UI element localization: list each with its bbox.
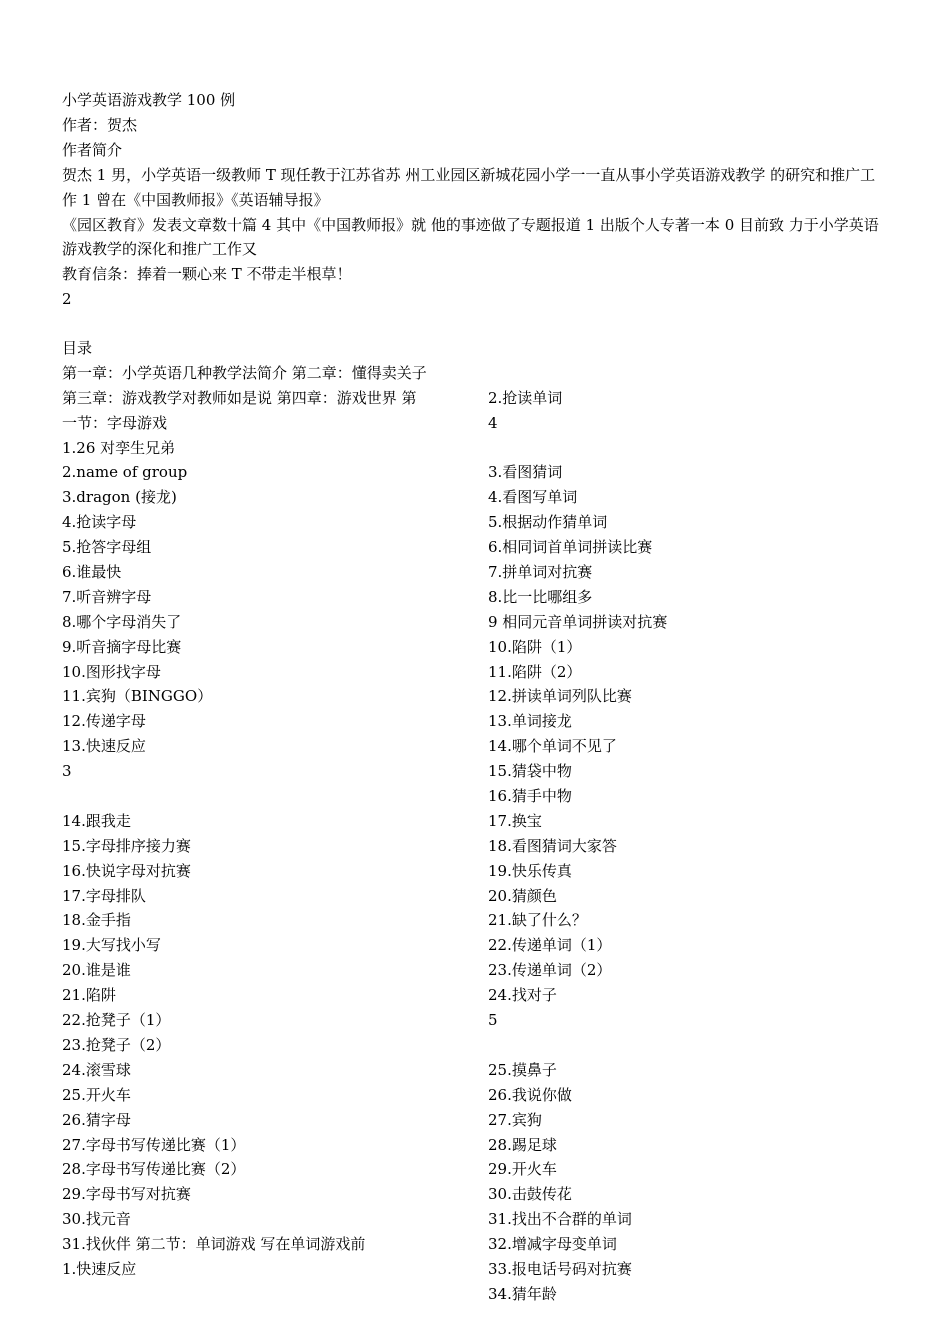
intro-section: [62, 88, 888, 312]
toc-item: 3: [62, 762, 72, 781]
toc-heading: 目录: [62, 339, 93, 357]
toc-item: 2.抢读单词: [488, 388, 563, 407]
toc-item: 16.猜手中物: [488, 787, 572, 806]
toc-item: 17.换宝: [488, 811, 542, 830]
toc-item: 第一章：小学英语几种教学法简介 第二章：懂得卖关子: [62, 363, 427, 382]
toc-item: [62, 784, 472, 809]
toc-item: 22.传递单词（1）: [488, 936, 612, 955]
toc-item: 6.相同词首单词拼读比赛: [488, 538, 653, 557]
toc-item: 7.拼单词对抗赛: [488, 563, 593, 582]
toc-item: 10.陷阱（1）: [488, 637, 582, 656]
toc-item: 24.滚雪球: [62, 1060, 131, 1079]
toc-item: 11.陷阱（2）: [488, 662, 582, 681]
toc-item: 32.增减字母变单词: [488, 1235, 617, 1254]
toc-item: 18.看图猜词大家答: [488, 836, 617, 855]
toc-right-column: [488, 336, 888, 1307]
toc-item: 8.比一比哪组多: [488, 587, 593, 606]
toc-item: 18.金手指: [62, 911, 131, 930]
toc-item: 28.踢足球: [488, 1135, 557, 1154]
toc-item: 5: [488, 1011, 498, 1030]
toc-item: 29.开火车: [488, 1160, 557, 1179]
toc-left-column: [62, 336, 472, 1282]
toc-item: 30.找元音: [62, 1210, 131, 1229]
bio-paragraph-1: 贺杰 1 男，小学英语一级教师 T 现任教于江苏省苏 州工业园区新城花园小学一一直从事小学英语游戏教学 的研究和推广工作 1 曾在《中国教师报》《英语辅导报》: [62, 165, 876, 209]
document-title: 小学英语游戏教学 100 例: [62, 91, 236, 109]
toc-item: 一节：字母游戏: [62, 413, 168, 432]
toc-item: 12.传递字母: [62, 712, 146, 731]
toc-item: 12.拼读单词列队比赛: [488, 687, 632, 706]
toc-item: 24.找对子: [488, 986, 557, 1005]
toc-item: 21.陷阱: [62, 986, 116, 1005]
toc-right-spacer: [488, 336, 888, 361]
toc-item: 15.字母排序接力赛: [62, 836, 191, 855]
toc-item: 1.快速反应: [62, 1259, 137, 1278]
toc-item: 5.根据动作猜单词: [488, 513, 608, 532]
toc-item: 20.谁是谁: [62, 961, 131, 980]
toc-item: 6.谁最快: [62, 563, 122, 582]
toc-item: 4: [488, 413, 498, 432]
toc-item: 7.听音辨字母: [62, 587, 152, 606]
toc-item: 4.抢读字母: [62, 513, 137, 532]
toc-item: 21.缺了什么？: [488, 911, 587, 930]
toc-item: 1.26 对孪生兄弟: [62, 438, 176, 457]
toc-item: 9 相同元音单词拼读对抗赛: [488, 612, 668, 631]
toc-item: 26.我说你做: [488, 1085, 572, 1104]
toc-right-list: [488, 361, 888, 1307]
toc-item: 13.快速反应: [62, 737, 146, 756]
toc-item: 19.快乐传真: [488, 861, 572, 880]
toc-item: 2.name of group: [62, 463, 188, 482]
toc-item: 26.猜字母: [62, 1110, 131, 1129]
toc-item: 30.击鼓传花: [488, 1185, 572, 1204]
toc-item: 3.看图猜词: [488, 463, 563, 482]
toc-item: 31.找伙伴 第二节：单词游戏 写在单词游戏前: [62, 1235, 366, 1254]
toc-item: [488, 1033, 888, 1058]
toc-item: 9.听音摘字母比赛: [62, 637, 182, 656]
toc-item: 19.大写找小写: [62, 936, 161, 955]
author-line: 作者：贺杰: [62, 115, 138, 134]
toc-item: 23.抢凳子（2）: [62, 1035, 171, 1054]
toc-item: 14.哪个单词不见了: [488, 737, 617, 756]
toc-item: 28.字母书写传递比赛（2）: [62, 1160, 246, 1179]
toc-item: 27.字母书写传递比赛（1）: [62, 1135, 246, 1154]
toc-item: 23.传递单词（2）: [488, 961, 612, 980]
toc-item: 5.抢答字母组: [62, 538, 152, 557]
toc-item: 10.图形找字母: [62, 662, 161, 681]
bio-heading: 作者简介: [62, 140, 123, 159]
toc-item: 31.找出不合群的单词: [488, 1210, 632, 1229]
toc-item: 33.报电话号码对抗赛: [488, 1259, 632, 1278]
toc-item: 27.宾狗: [488, 1110, 542, 1129]
toc-item: 8.哪个字母消失了: [62, 612, 182, 631]
toc-item: 13.单词接龙: [488, 712, 572, 731]
toc-item: 25.摸鼻子: [488, 1060, 557, 1079]
toc-item: 20.猜颜色: [488, 886, 557, 905]
toc-item: 25.开火车: [62, 1085, 131, 1104]
toc-item: 17.字母排队: [62, 886, 146, 905]
page-number: 2: [62, 290, 72, 309]
toc-item: 16.快说字母对抗赛: [62, 861, 191, 880]
toc-item: 15.猜袋中物: [488, 762, 572, 781]
toc-item: [488, 361, 888, 386]
toc-item: 3.dragon (接龙): [62, 488, 177, 507]
motto-line: 教育信条：捧着一颗心来 T 不带走半根草！: [62, 265, 352, 284]
toc-item: 34.猜年龄: [488, 1284, 557, 1303]
toc-left-list: [62, 361, 472, 1282]
toc-item: 14.跟我走: [62, 811, 131, 830]
toc-item: 11.宾狗（BINGGO）: [62, 687, 213, 706]
toc-item: [488, 436, 888, 461]
toc-item: 第三章：游戏教学对教师如是说 第四章：游戏世界 第: [62, 388, 417, 407]
bio-paragraph-2: 《园区教育》发表文章数十篇 4 其中《中国教师报》就 他的事迹做了专题报道 1 出版个人专著一本 0 目前致 力于小学英语游戏教学的深化和推广工作又: [62, 215, 879, 259]
toc-item: 29.字母书写对抗赛: [62, 1185, 191, 1204]
toc-item: 4.看图写单词: [488, 488, 578, 507]
toc-item: 22.抢凳子（1）: [62, 1011, 171, 1030]
